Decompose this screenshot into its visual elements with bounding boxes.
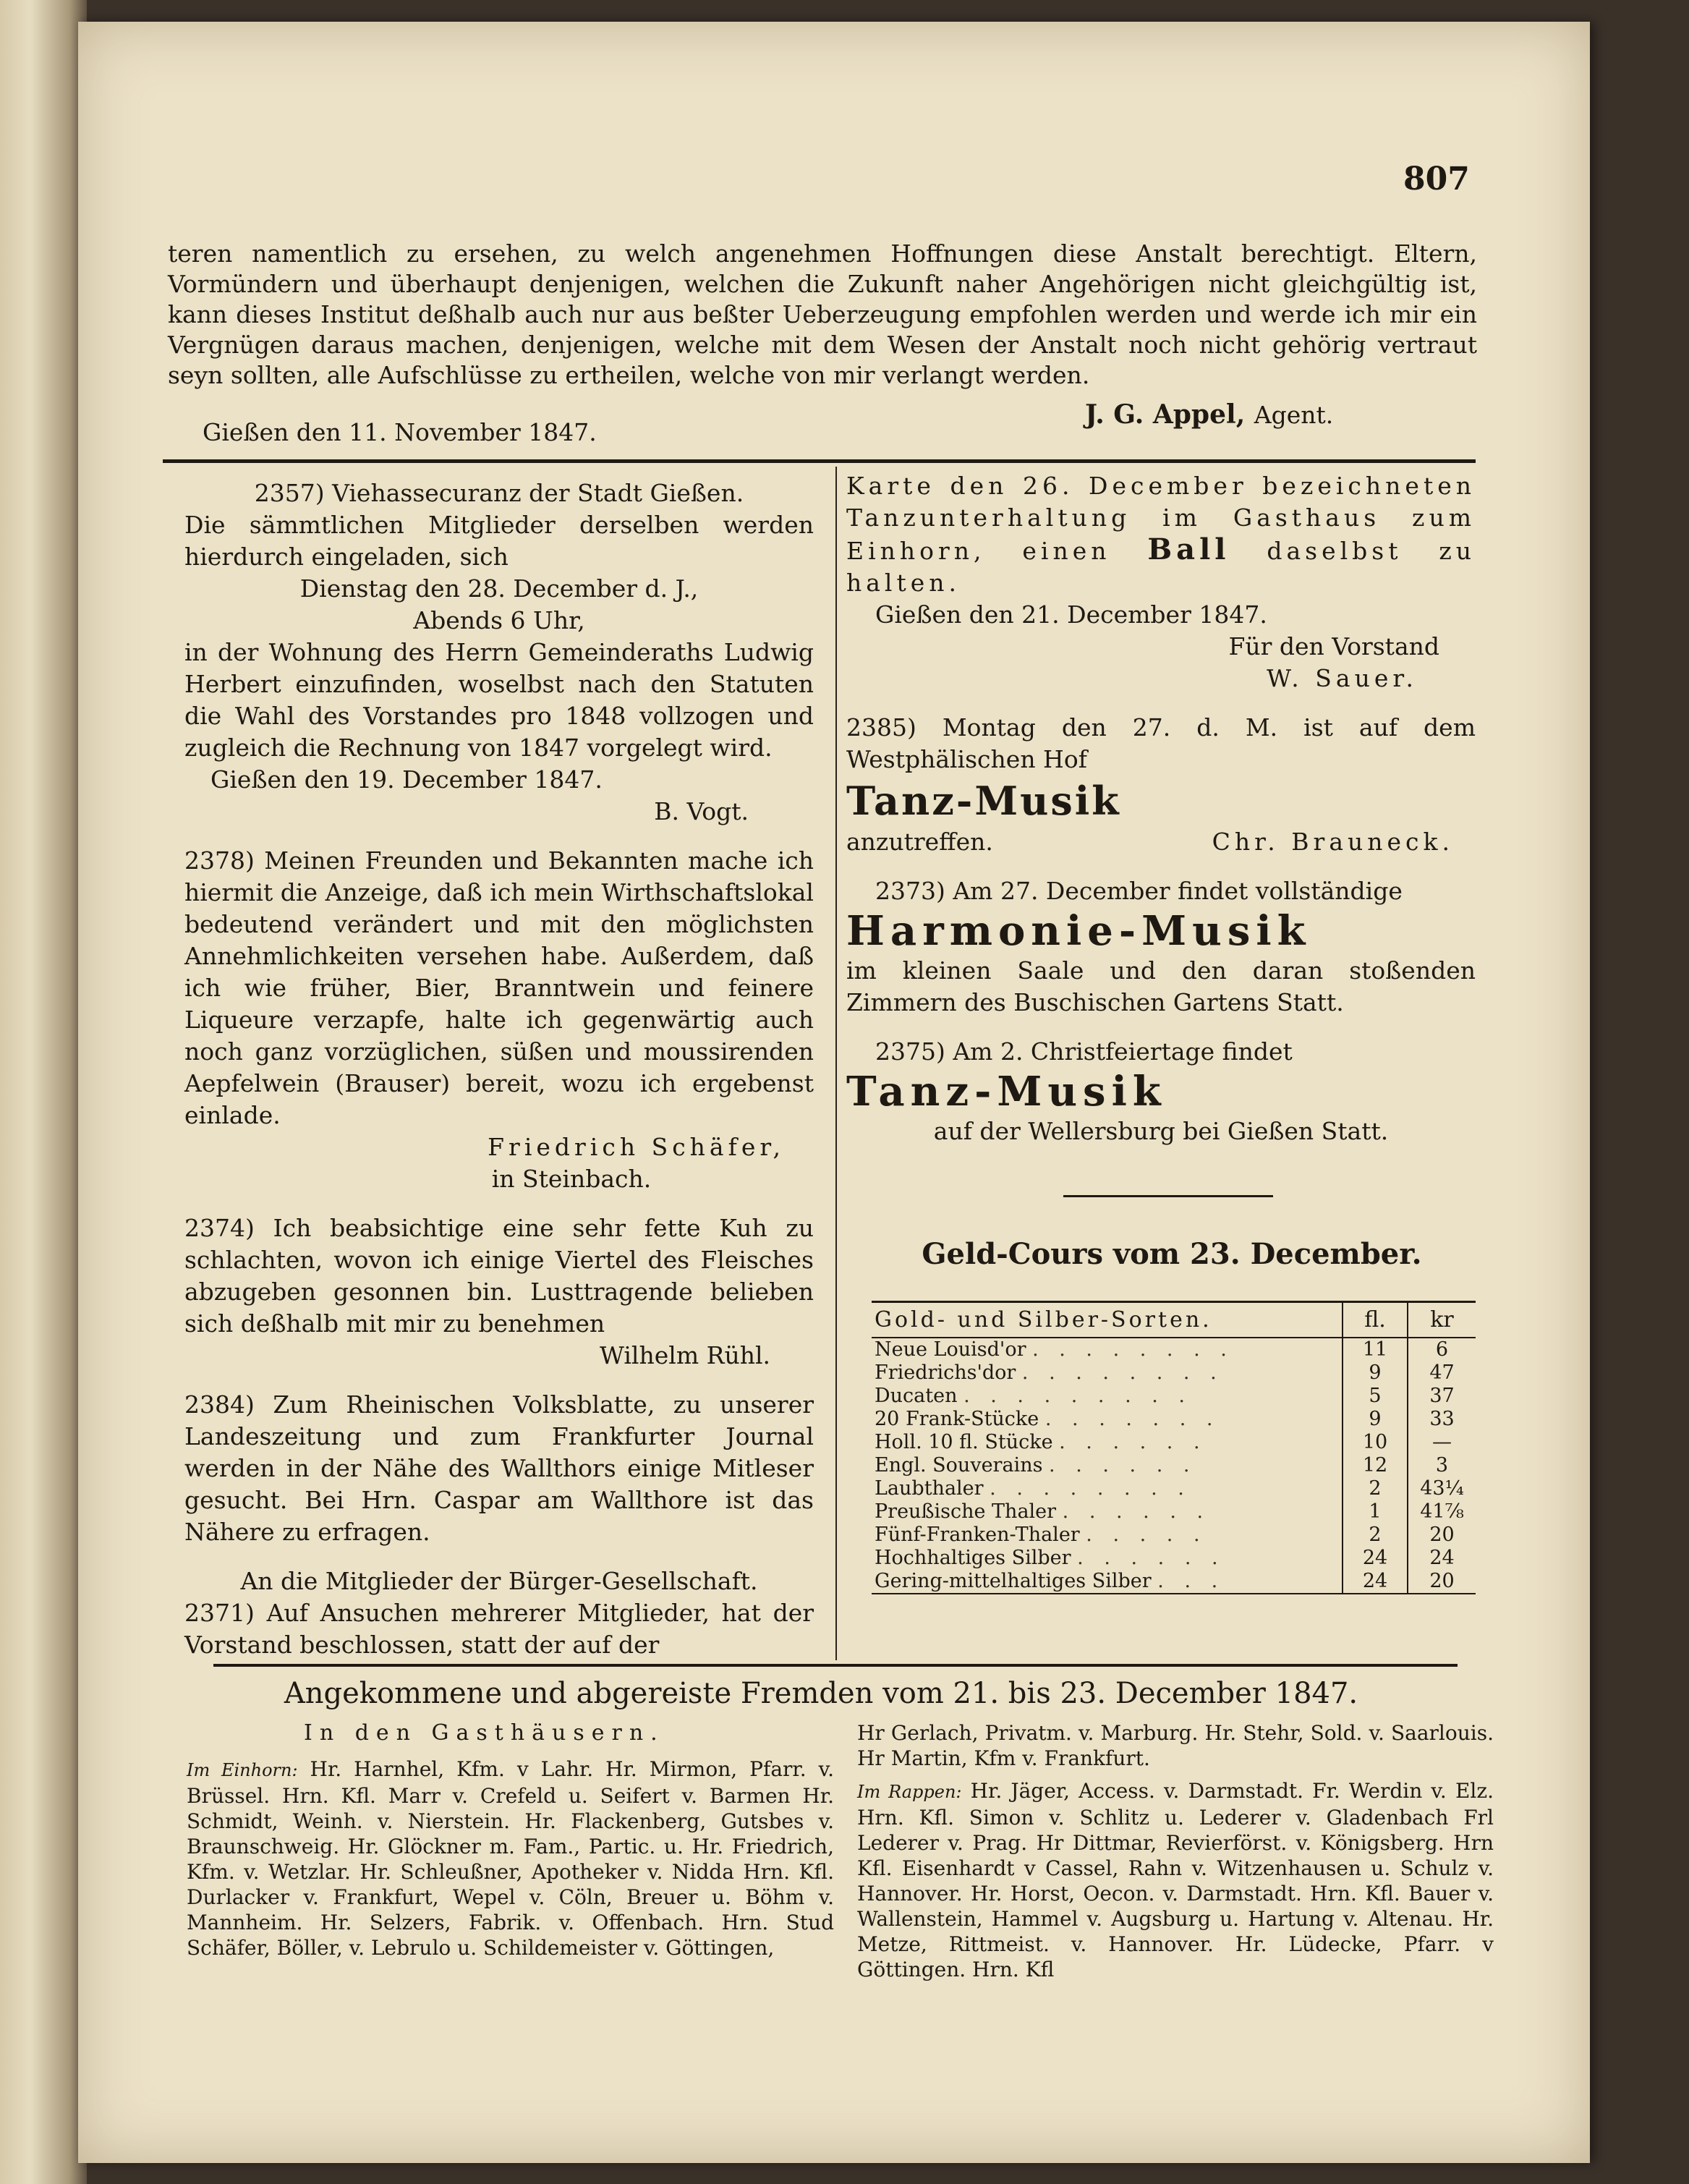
ad-2385-footer (846, 826, 1476, 858)
table-row: Friedrichs'dor . . . . . . . . 9 47 (872, 1361, 1476, 1385)
left-column (184, 477, 814, 1661)
coin-name: Laubthaler (875, 1477, 984, 1500)
ad-2374-body: 2374) Ich beabsichtige eine sehr fette Kuh zu schlachten, wovon ich einige Viertel des Fleisches abzugeben gesonnen bin. Lusttragende belieben sich deßhalb mit mir zu benehmen (184, 1214, 814, 1338)
fl-value: 11 (1343, 1338, 1408, 1361)
kr-value: 20 (1408, 1570, 1476, 1594)
ad-2385-text2: anzutreffen. (846, 828, 993, 856)
right-column (846, 470, 1476, 1165)
ad-2378 (184, 845, 814, 1195)
header-sorts: Gold- und Silber-Sorten. (872, 1302, 1343, 1338)
fl-value: 9 (1343, 1361, 1408, 1385)
arrivals-right-column (857, 1720, 1494, 1982)
einhorn-continued: Hr Gerlach, Privatm. v. Marburg. Hr. Stehr, Sold. v. Saarlouis. Hr Martin, Kfm v. Frankfurt. (857, 1721, 1494, 1770)
coin-name: Hochhaltiges Silber (875, 1547, 1071, 1569)
kr-value: 20 (1429, 1524, 1455, 1546)
top-paragraph: teren namentlich zu ersehen, zu welch angenehmen Hoffnungen diese Anstalt berechtigt. Eltern, Vormündern und überhaupt denjenigen, welchen die Zukunft naher Angehörigen nicht gleichgültig ist, kann dieses Institut deßhalb auch nur aus beßter Ueberzeugung empfohlen werden und werde ich mir ein Vergnügen daraus machen, denjenigen, welche mit dem Wesen der Anstalt noch nicht gehörig vertraut seyn sollten, alle Aufschlüsse zu ertheilen, welche von mir verlangt werden. (168, 239, 1477, 389)
rappen-paragraph (857, 1778, 1494, 1982)
top-divider (163, 459, 1476, 463)
previous-page-gutter (0, 0, 87, 2184)
kr-value: 37 (1429, 1385, 1455, 1407)
ad-2378-place: in Steinbach. (491, 1165, 652, 1193)
header-fl: fl. (1343, 1302, 1408, 1338)
coin-name: Neue Louisd'or (875, 1338, 1026, 1361)
fl-value: 9 (1343, 1408, 1408, 1431)
ad-2374 (184, 1212, 814, 1372)
ad-2357-line1: Die sämmtlichen Mitglieder derselben werden hierdurch eingeladen, sich (184, 511, 814, 571)
ad-2357-signature: B. Vogt. (654, 797, 749, 825)
ad-2357-body: in der Wohnung des Herrn Gemeinderaths Ludwig Herbert einzufinden, woselbst nach den Statuten die Wahl des Vorstandes pro 1848 vollzogen und zugleich die Rechnung von 1847 vorgelegt wird. (184, 638, 814, 762)
ad-2371 (184, 1565, 814, 1661)
top-signature (1085, 399, 1333, 430)
ad-2357-date: Dienstag den 28. December d. J., (299, 574, 699, 603)
table-row: Neue Louisd'or . . . . . . . . 11 6 (872, 1338, 1476, 1361)
kr-value: 6 (1435, 1338, 1449, 1361)
fl-value: 12 (1343, 1454, 1408, 1477)
kr-value: 47 (1429, 1361, 1455, 1384)
rappen-list: Hr. Jäger, Access. v. Darmstadt. Fr. Werdin v. Elz. Hrn. Kfl. Simon v. Schlitz u. Lederer v. Gladenbach Frl Lederer v. Prag. Hr Dittmar, Revierförst. v. Königsberg. Hrn Kfl. Eisenhardt v Cassel, Rahn v. Witzenhausen u. Schulz v. Hannover. Hr. Horst, Oecon. v. Darmstadt. Hrn. Kfl. Bauer v. Wallenstein, Hammel v. Augsburg u. Hartung v. Altenau. Hr. Metze, Rittmeist. v. Hannover. Hr. Lüdecke, Pfarr. v Göttingen. Hrn. Kfl (857, 1779, 1494, 1981)
coin-name: Fünf-Franken-Thaler (875, 1524, 1080, 1546)
ad-2371-body-cont (846, 470, 1476, 599)
table-row: Engl. Souverains . . . . . . 12 3 (872, 1454, 1476, 1477)
coin-name: Engl. Souverains (875, 1454, 1043, 1476)
header-kr: kr (1408, 1302, 1476, 1338)
top-continuation-text (168, 239, 1477, 391)
kr-value: 33 (1429, 1408, 1455, 1430)
table-row: Gering-mittelhaltiges Silber . . . 24 20 (872, 1570, 1476, 1594)
column-divider (835, 467, 837, 1660)
fl-value: 2 (1343, 1477, 1408, 1500)
einhorn-list: Hr. Harnhel, Kfm. v Lahr. Hr. Mirmon, Pfarr. v. Brüssel. Hrn. Kfl. Marr v. Crefeld u. Seifert v. Barmen Hr. Schmidt, Weinh. v. Nierstein. Hr. Flackenberg, Gutsbes v. Braunschweig. Hr. Glöckner m. Fam., Partic. u. Hr. Friedrich, Kfm. v. Wetzlar. Hr. Schleußner, Apotheker v. Nidda Hrn. Kfl. Durlacker v. Frankfurt, Wepel v. Cöln, Breuer u. Böhm v. Mannheim. Hr. Selzers, Fabrik. v. Offenbach. Hrn. Stud Schäfer, Böller, v. Lebrulo u. Schildemeister v. Göttingen, (187, 1757, 834, 1960)
ad-2371-text2: Karte den 26. December bezeichneten Tanzunterhaltung im Gasthaus zum Einhorn, einen (846, 472, 1476, 565)
page-number: 807 (1403, 161, 1470, 197)
arrivals-title: Angekommene und abgereiste Fremden vom 21. bis 23. December 1847. (284, 1677, 1358, 1710)
kr-value: 41⅞ (1420, 1500, 1464, 1523)
short-divider (1063, 1195, 1273, 1197)
ad-2385-headline: Tanz-Musik (846, 778, 1121, 824)
exchange-rates-table (872, 1301, 1476, 1594)
ad-2371-text3: daselbst zu halten. (846, 537, 1476, 597)
ad-2375 (846, 1036, 1476, 1147)
ad-2385 (846, 712, 1476, 858)
arrivals-subtitle: In den Gasthäusern. (304, 1720, 665, 1746)
fl-value: 10 (1343, 1431, 1408, 1454)
ad-2375-headline: Tanz-Musik (846, 1068, 1167, 1116)
ad-2357-time: Abends 6 Uhr, (413, 606, 585, 634)
ad-2385-signature: Chr. Brauneck. (1212, 828, 1454, 856)
ad-2373-body: 2373) Am 27. December findet vollständige (875, 877, 1403, 905)
coin-name: Holl. 10 fl. Stücke (875, 1431, 1053, 1453)
ad-2371-continued (846, 470, 1476, 694)
kr-value: 3 (1435, 1454, 1449, 1476)
coin-name: Preußische Thaler (875, 1500, 1057, 1523)
ad-2371-sign2: W. Sauer. (1267, 664, 1418, 692)
kr-value: 43¼ (1420, 1477, 1464, 1500)
top-signature-role: Agent. (1254, 401, 1334, 429)
table-row: Ducaten . . . . . . . . . 5 37 (872, 1385, 1476, 1408)
arrivals-divider (213, 1664, 1458, 1667)
ad-2373-headline: Harmonie-Musik (846, 907, 1311, 955)
table-row: Hochhaltiges Silber . . . . . . 24 24 (872, 1547, 1476, 1570)
ad-2375-text2: auf der Wellersburg bei Gießen Statt. (933, 1117, 1389, 1145)
kr-value: — (1432, 1431, 1452, 1453)
coin-name: 20 Frank-Stücke (875, 1408, 1039, 1430)
fl-value: 24 (1343, 1547, 1408, 1570)
ad-2384-body: 2384) Zum Rheinischen Volksblatte, zu unserer Landeszeitung und zum Frankfurter Journal werden in der Nähe des Wallthors einige Mitleser gesucht. Bei Hrn. Caspar am Wallthore ist das Nähere zu erfragen. (184, 1390, 814, 1546)
fl-value: 5 (1343, 1385, 1408, 1408)
table-row: 20 Frank-Stücke . . . . . . . 9 33 (872, 1408, 1476, 1431)
table-row: Preußische Thaler . . . . . . 1 41⅞ (872, 1500, 1476, 1524)
ad-2371-ball: Ball (1147, 532, 1230, 566)
ad-2375-body: 2375) Am 2. Christfeiertage findet (875, 1037, 1293, 1066)
kr-value: 24 (1429, 1547, 1455, 1569)
ad-2378-signature: Friedrich Schäfer, (488, 1133, 785, 1161)
ad-2374-signature: Wilhelm Rühl. (600, 1341, 770, 1369)
rappen-label: Im Rappen: (857, 1782, 962, 1802)
ad-2385-body: 2385) Montag den 27. d. M. ist auf dem Westphälischen Hof (846, 713, 1476, 773)
ad-2371-body-start: 2371) Auf Ansuchen mehrerer Mitglieder, hat der Vorstand beschlossen, statt der auf der (184, 1599, 814, 1659)
table-row: Fünf-Franken-Thaler . . . . . 2 20 (872, 1524, 1476, 1547)
table-row: Holl. 10 fl. Stücke . . . . . . 10 — (872, 1431, 1476, 1454)
ad-2384 (184, 1389, 814, 1548)
arrivals-left-column (187, 1756, 834, 1960)
ad-2357-place-date: Gießen den 19. December 1847. (210, 765, 603, 794)
ad-2373 (846, 875, 1476, 1019)
ad-2371-place-date: Gießen den 21. December 1847. (875, 600, 1267, 629)
ad-2357 (184, 477, 814, 828)
ad-2371-sign1: Für den Vorstand (1228, 632, 1439, 660)
top-signature-name: J. G. Appel, (1085, 399, 1246, 430)
ad-2378-body: 2378) Meinen Freunden und Bekannten mache ich hiermit die Anzeige, daß ich mein Wirthschaftslokal bedeutend verändert und mit den möglichsten Annehmlichkeiten versehen habe. Außerdem, daß ich wie früher, Bier, Branntwein und feinere Liqueure verzapfe, halte ich gegenwärtig auch noch ganz vorzüglichen, süßen und moussirenden Aepfelwein (Brauser) bereit, wozu ich ergebenst einlade. (184, 846, 814, 1129)
coin-name: Ducaten (875, 1385, 958, 1407)
einhorn-paragraph (187, 1756, 834, 1960)
einhorn-label: Im Einhorn: (187, 1760, 298, 1780)
fl-value: 1 (1343, 1500, 1408, 1524)
top-place-date: Gießen den 11. November 1847. (203, 418, 597, 446)
exchange-rates-title: Geld-Cours vom 23. December. (922, 1237, 1422, 1271)
exchange-rates-header-row (872, 1302, 1476, 1338)
fl-value: 24 (1343, 1570, 1408, 1594)
coin-name: Friedrichs'dor (875, 1361, 1016, 1384)
ad-2373-text2: im kleinen Saale und den daran stoßenden Zimmern des Buschischen Gartens Statt. (846, 956, 1476, 1016)
ad-2371-heading: An die Mitglieder der Bürger-Gesellschaft. (240, 1567, 758, 1595)
table-row: Laubthaler . . . . . . . . 2 43¼ (872, 1477, 1476, 1500)
ad-2357-heading: 2357) Viehassecuranz der Stadt Gießen. (254, 479, 744, 507)
coin-name: Gering-mittelhaltiges Silber (875, 1570, 1152, 1592)
fl-value: 2 (1343, 1524, 1408, 1547)
